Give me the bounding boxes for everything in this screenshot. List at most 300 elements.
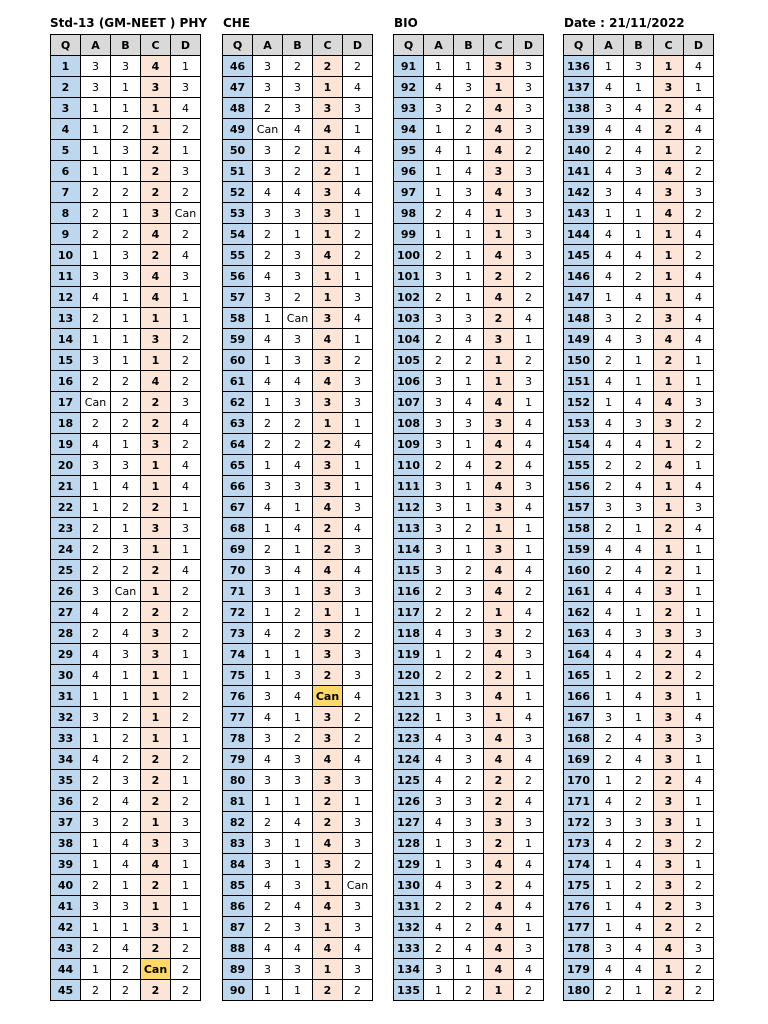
answer-cell-d: 4 [343, 308, 373, 329]
table-row [564, 644, 714, 665]
answer-cell-d: 2 [514, 266, 544, 287]
table-row [564, 959, 714, 980]
answer-cell-b: 4 [111, 791, 141, 812]
table-row [394, 770, 544, 791]
answer-cell-a: 3 [594, 938, 624, 959]
table-row [564, 140, 714, 161]
answer-cell-d: 3 [343, 812, 373, 833]
question-number: 49 [223, 119, 253, 140]
answer-cell-a: 2 [424, 287, 454, 308]
answer-cell-b: 1 [454, 476, 484, 497]
table-row [223, 434, 373, 455]
answer-cell-a: 3 [594, 308, 624, 329]
question-number: 69 [223, 539, 253, 560]
table-row [394, 791, 544, 812]
answer-cell-a: 4 [594, 119, 624, 140]
answer-cell-b: 2 [283, 140, 313, 161]
table-row [51, 518, 201, 539]
answer-cell-a: 4 [594, 266, 624, 287]
answer-cell-a: 3 [253, 833, 283, 854]
answer-cell-a: 4 [253, 707, 283, 728]
answer-cell-c: 4 [313, 245, 343, 266]
answer-cell-b: 1 [111, 287, 141, 308]
answer-cell-b: 4 [111, 833, 141, 854]
table-row [223, 560, 373, 581]
answer-cell-a: 2 [81, 980, 111, 1001]
table-row [223, 413, 373, 434]
answer-cell-b: 4 [283, 119, 313, 140]
answer-cell-a: 1 [81, 119, 111, 140]
answer-cell-d: 1 [514, 917, 544, 938]
answer-cell-d: 1 [684, 455, 714, 476]
question-number: 117 [394, 602, 424, 623]
answer-cell-c: 4 [313, 896, 343, 917]
answer-cell-d: 3 [343, 917, 373, 938]
answer-cell-d: 3 [171, 392, 201, 413]
answer-cell-c: 3 [484, 329, 514, 350]
answer-cell-a: 3 [253, 476, 283, 497]
answer-cell-a: 3 [81, 77, 111, 98]
answer-cell-a: 2 [81, 371, 111, 392]
answer-cell-d: 3 [514, 77, 544, 98]
answer-cell-b: 2 [283, 602, 313, 623]
answer-cell-a: 4 [253, 875, 283, 896]
answer-cell-d: 1 [514, 329, 544, 350]
table-row [223, 749, 373, 770]
answer-cell-c: 1 [654, 476, 684, 497]
answer-cell-b: 2 [111, 371, 141, 392]
answer-cell-a: 2 [424, 896, 454, 917]
answer-cell-a: 1 [253, 518, 283, 539]
question-number: 112 [394, 497, 424, 518]
question-number: 57 [223, 287, 253, 308]
table-row [564, 686, 714, 707]
question-number: 59 [223, 329, 253, 350]
answer-cell-a: 4 [424, 770, 454, 791]
question-number: 75 [223, 665, 253, 686]
table-row [394, 539, 544, 560]
question-number: 18 [51, 413, 81, 434]
question-number: 149 [564, 329, 594, 350]
question-number: 131 [394, 896, 424, 917]
answer-cell-d: Can [343, 875, 373, 896]
answer-cell-a: 3 [424, 371, 454, 392]
column-header-d: D [684, 35, 714, 56]
header-row [223, 35, 373, 56]
table-row [51, 938, 201, 959]
question-number: 35 [51, 770, 81, 791]
answer-cell-a: 2 [594, 518, 624, 539]
answer-cell-c: 3 [484, 539, 514, 560]
answer-cell-c: 2 [313, 665, 343, 686]
answer-cell-c: 4 [484, 854, 514, 875]
table-row [394, 497, 544, 518]
answer-cell-a: 2 [81, 308, 111, 329]
answer-cell-d: 3 [343, 497, 373, 518]
answer-cell-c: 3 [313, 455, 343, 476]
question-number: 21 [51, 476, 81, 497]
answer-cell-c: 1 [141, 119, 171, 140]
answer-cell-a: 3 [253, 140, 283, 161]
answer-cell-d: 1 [684, 371, 714, 392]
answer-cell-a: 1 [594, 392, 624, 413]
answer-cell-d: 1 [171, 56, 201, 77]
answer-cell-d: 3 [514, 161, 544, 182]
question-number: 146 [564, 266, 594, 287]
answer-cell-a: 1 [594, 665, 624, 686]
answer-cell-a: 4 [594, 959, 624, 980]
answer-cell-b: 3 [454, 77, 484, 98]
table-row [223, 77, 373, 98]
answer-cell-b: 1 [111, 350, 141, 371]
question-number: 26 [51, 581, 81, 602]
answer-cell-a: 2 [594, 476, 624, 497]
answer-cell-c: 4 [484, 581, 514, 602]
answer-cell-b: 1 [454, 539, 484, 560]
answer-cell-b: 1 [454, 287, 484, 308]
answer-cell-b: 1 [283, 581, 313, 602]
table-row [223, 833, 373, 854]
answer-cell-b: 1 [624, 518, 654, 539]
answer-cell-c: 1 [484, 371, 514, 392]
answer-cell-a: 3 [253, 161, 283, 182]
answer-cell-a: 3 [81, 812, 111, 833]
table-row [51, 623, 201, 644]
table-row [51, 434, 201, 455]
answer-cell-c: 2 [484, 875, 514, 896]
question-number: 136 [564, 56, 594, 77]
answer-cell-a: 2 [594, 455, 624, 476]
answer-cell-c: 2 [654, 350, 684, 371]
answer-cell-c: 2 [141, 392, 171, 413]
answer-cell-b: 4 [111, 854, 141, 875]
answer-cell-a: 2 [424, 581, 454, 602]
answer-cell-b: 1 [624, 77, 654, 98]
answer-cell-d: 2 [171, 686, 201, 707]
answer-cell-c: 4 [313, 938, 343, 959]
answer-cell-a: 3 [424, 308, 454, 329]
question-number: 177 [564, 917, 594, 938]
answer-cell-c: 1 [141, 308, 171, 329]
column-header-a: A [81, 35, 111, 56]
question-number: 151 [564, 371, 594, 392]
question-number: 16 [51, 371, 81, 392]
question-number: 121 [394, 686, 424, 707]
answer-cell-a: 2 [594, 140, 624, 161]
answer-cell-d: 1 [684, 791, 714, 812]
answer-cell-c: 2 [313, 518, 343, 539]
answer-cell-d: 1 [684, 812, 714, 833]
column-header-c: C [313, 35, 343, 56]
table-row [394, 623, 544, 644]
answer-cell-b: 4 [624, 245, 654, 266]
answer-cell-a: 2 [81, 875, 111, 896]
answer-cell-d: 1 [343, 791, 373, 812]
answer-cell-c: 1 [141, 581, 171, 602]
table-row [51, 812, 201, 833]
question-number: 157 [564, 497, 594, 518]
answer-cell-b: 3 [624, 413, 654, 434]
answer-cell-b: 4 [283, 560, 313, 581]
question-number: 19 [51, 434, 81, 455]
answer-cell-b: 2 [454, 665, 484, 686]
answer-cell-d: 1 [171, 539, 201, 560]
table-row [51, 581, 201, 602]
question-number: 113 [394, 518, 424, 539]
answer-cell-d: 3 [343, 644, 373, 665]
answer-cell-a: 2 [81, 224, 111, 245]
answer-cell-d: 2 [171, 623, 201, 644]
answer-cell-c: 1 [313, 413, 343, 434]
answer-cell-b: 4 [283, 686, 313, 707]
table-row [394, 707, 544, 728]
table-row [51, 98, 201, 119]
answer-cell-b: 3 [111, 140, 141, 161]
answer-cell-a: 1 [594, 686, 624, 707]
table-row [564, 602, 714, 623]
answer-cell-c: 2 [141, 161, 171, 182]
answer-cell-b: 2 [111, 224, 141, 245]
answer-cell-c: 2 [313, 434, 343, 455]
answer-cell-d: 1 [514, 392, 544, 413]
table-row [51, 119, 201, 140]
question-number: 123 [394, 728, 424, 749]
answer-cell-d: 2 [684, 203, 714, 224]
answer-cell-a: 3 [594, 98, 624, 119]
table-row [394, 98, 544, 119]
question-number: 108 [394, 413, 424, 434]
question-number: 147 [564, 287, 594, 308]
answer-cell-b: 4 [454, 938, 484, 959]
answer-cell-d: 4 [514, 875, 544, 896]
question-number: 102 [394, 287, 424, 308]
table-row [51, 77, 201, 98]
question-number: 22 [51, 497, 81, 518]
answer-cell-a: Can [81, 392, 111, 413]
question-number: 48 [223, 98, 253, 119]
column-header-b: B [283, 35, 313, 56]
answer-cell-a: 4 [594, 644, 624, 665]
answer-cell-a: 4 [594, 581, 624, 602]
question-number: 94 [394, 119, 424, 140]
answer-cell-d: 1 [684, 602, 714, 623]
answer-cell-a: 4 [594, 434, 624, 455]
question-number: 164 [564, 644, 594, 665]
answer-cell-c: 2 [484, 791, 514, 812]
question-number: 109 [394, 434, 424, 455]
question-number: 8 [51, 203, 81, 224]
answer-cell-a: 4 [253, 497, 283, 518]
question-number: 60 [223, 350, 253, 371]
table-row [394, 728, 544, 749]
header-row [394, 35, 544, 56]
answer-cell-a: 1 [594, 917, 624, 938]
answer-cell-a: 4 [594, 161, 624, 182]
answer-cell-a: 1 [81, 98, 111, 119]
answer-cell-b: 1 [454, 56, 484, 77]
answer-cell-d: 4 [514, 560, 544, 581]
table-row [564, 539, 714, 560]
table-row [223, 308, 373, 329]
answer-cell-d: 3 [171, 161, 201, 182]
answer-cell-c: 4 [313, 560, 343, 581]
question-number: 82 [223, 812, 253, 833]
answer-cell-b: 1 [283, 791, 313, 812]
table-row [223, 224, 373, 245]
column-header-q: Q [394, 35, 424, 56]
question-number: 72 [223, 602, 253, 623]
answer-cell-c: 2 [141, 413, 171, 434]
answer-cell-a: 1 [594, 854, 624, 875]
answer-cell-d: 3 [514, 728, 544, 749]
answer-cell-c: 1 [141, 812, 171, 833]
answer-cell-d: 1 [684, 539, 714, 560]
answer-cell-d: 1 [171, 497, 201, 518]
table-row [394, 224, 544, 245]
answer-cell-c: 2 [141, 182, 171, 203]
answer-cell-a: 3 [81, 707, 111, 728]
answer-cell-d: 2 [514, 770, 544, 791]
answer-cell-a: 1 [81, 833, 111, 854]
answer-cell-d: 4 [514, 959, 544, 980]
answer-cell-a: 1 [81, 476, 111, 497]
answer-cell-b: 4 [624, 938, 654, 959]
question-number: 133 [394, 938, 424, 959]
column-header-c: C [484, 35, 514, 56]
question-number: 36 [51, 791, 81, 812]
question-number: 168 [564, 728, 594, 749]
question-number: 55 [223, 245, 253, 266]
answer-cell-d: 2 [684, 665, 714, 686]
answer-cell-b: 3 [283, 770, 313, 791]
answer-cell-b: 1 [624, 707, 654, 728]
answer-cell-b: 3 [624, 623, 654, 644]
answer-cell-d: 2 [171, 434, 201, 455]
question-number: 79 [223, 749, 253, 770]
answer-cell-b: 1 [454, 371, 484, 392]
answer-cell-d: 1 [343, 119, 373, 140]
question-number: 6 [51, 161, 81, 182]
answer-cell-c: 2 [654, 980, 684, 1001]
answer-cell-a: 1 [424, 182, 454, 203]
question-number: 91 [394, 56, 424, 77]
table-row [564, 938, 714, 959]
table-row [223, 812, 373, 833]
answer-cell-b: 3 [283, 350, 313, 371]
question-number: 134 [394, 959, 424, 980]
answer-cell-d: 4 [684, 770, 714, 791]
question-number: 93 [394, 98, 424, 119]
question-number: 120 [394, 665, 424, 686]
table-row [564, 980, 714, 1001]
answer-cell-c: 1 [313, 602, 343, 623]
answer-cell-d: 2 [343, 245, 373, 266]
answer-cell-a: 3 [424, 98, 454, 119]
answer-cell-c: 1 [313, 266, 343, 287]
table-row [51, 455, 201, 476]
answer-cell-c: 4 [484, 98, 514, 119]
answer-cell-d: 3 [514, 203, 544, 224]
answer-cell-d: 3 [171, 833, 201, 854]
answer-cell-a: 4 [81, 287, 111, 308]
answer-cell-a: 2 [424, 602, 454, 623]
answer-cell-c: 4 [313, 371, 343, 392]
answer-cell-a: 3 [253, 287, 283, 308]
table-row [564, 329, 714, 350]
answer-cell-c: 3 [313, 623, 343, 644]
question-number: 80 [223, 770, 253, 791]
answer-cell-d: 4 [343, 686, 373, 707]
answer-cell-c: 3 [141, 329, 171, 350]
answer-cell-c: 1 [313, 875, 343, 896]
table-row [51, 224, 201, 245]
answer-cell-c: 3 [313, 770, 343, 791]
answer-cell-c: 3 [654, 791, 684, 812]
answer-cell-b: 4 [283, 371, 313, 392]
answer-cell-b: 1 [454, 497, 484, 518]
answer-cell-c: 3 [654, 623, 684, 644]
answer-cell-d: 1 [684, 854, 714, 875]
answer-cell-d: 2 [684, 917, 714, 938]
question-number: 166 [564, 686, 594, 707]
answer-cell-a: 3 [81, 56, 111, 77]
answer-cell-d: 2 [171, 182, 201, 203]
answer-cell-c: 3 [313, 476, 343, 497]
answer-cell-a: 2 [81, 938, 111, 959]
answer-cell-c: 1 [313, 224, 343, 245]
table-row [223, 623, 373, 644]
answer-cell-b: 1 [624, 602, 654, 623]
answer-cell-b: 3 [454, 875, 484, 896]
question-number: 141 [564, 161, 594, 182]
table-row [51, 959, 201, 980]
answer-cell-d: 4 [343, 518, 373, 539]
question-number: 24 [51, 539, 81, 560]
answer-cell-d: 2 [514, 623, 544, 644]
answer-cell-c: 3 [654, 182, 684, 203]
answer-cell-d: 4 [171, 98, 201, 119]
question-number: 45 [51, 980, 81, 1001]
answer-cell-c: 2 [654, 98, 684, 119]
answer-cell-c: 1 [654, 224, 684, 245]
answer-cell-a: 3 [81, 455, 111, 476]
question-number: 17 [51, 392, 81, 413]
question-number: 106 [394, 371, 424, 392]
table-row [394, 245, 544, 266]
answer-cell-c: 4 [313, 329, 343, 350]
answer-cell-d: 4 [684, 266, 714, 287]
answer-cell-a: 3 [424, 497, 454, 518]
answer-cell-b: 3 [111, 770, 141, 791]
answer-cell-b: 4 [624, 959, 654, 980]
answer-cell-c: 3 [313, 854, 343, 875]
table-row [51, 203, 201, 224]
answer-cell-b: 4 [283, 938, 313, 959]
answer-cell-c: 4 [484, 140, 514, 161]
question-number: 67 [223, 497, 253, 518]
table-row [394, 455, 544, 476]
answer-cell-a: 4 [594, 329, 624, 350]
answer-cell-b: 3 [283, 266, 313, 287]
answer-cell-a: 4 [594, 77, 624, 98]
answer-cell-d: 3 [684, 623, 714, 644]
table-row [564, 308, 714, 329]
answer-cell-d: 3 [343, 959, 373, 980]
answer-cell-a: 2 [594, 350, 624, 371]
answer-cell-d: 4 [343, 434, 373, 455]
answer-cell-b: 1 [624, 371, 654, 392]
answer-cell-c: 3 [654, 812, 684, 833]
